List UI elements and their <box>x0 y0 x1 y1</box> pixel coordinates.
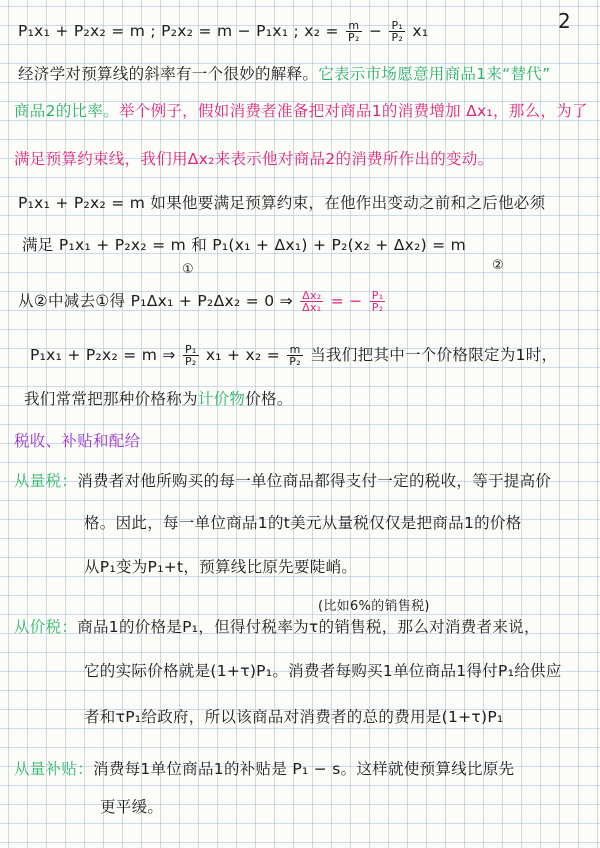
normalization-eq: P₁x₁ + P₂x₂ = m ⇒ <box>30 346 176 364</box>
numeraire-highlight: 计价物 <box>197 390 246 408</box>
ad-valorem-tax-line-2: 它的实际价格就是(1+τ)P₁。消费者每购买1单位商品1得付P₁给供应 <box>84 662 562 680</box>
slope-explanation-line <box>18 63 550 85</box>
quantity-tax-text-1: 消费者对他所购买的每一单位商品都得支付一定的税收，等于提高价 <box>77 472 552 490</box>
ratio-highlight: 商品2的比率。 <box>14 102 119 120</box>
quantity-tax-line-3: 从P₁变为P₁+t，预算线比原先要陡峭。 <box>84 558 358 576</box>
ad-valorem-tax-text-1: 商品1的价格是P₁，但得付税率为τ的销售税，那么对消费者来说， <box>77 618 540 636</box>
subtraction-result-line <box>18 290 387 313</box>
fraction-denominator: P₂ <box>289 355 301 368</box>
before-after-equations: 满足 P₁x₁ + P₂x₂ = m 和 P₁(x₁ + Δx₁) + P₂(x₂ + Δx₂) = m <box>22 236 467 254</box>
quantity-tax-line-1 <box>14 470 551 492</box>
quantity-tax-line-2: 格。因此，每一单位商品1的t美元从量税仅仅是把商品1的价格 <box>84 514 522 532</box>
fraction-numerator: m <box>287 344 303 356</box>
circled-one: ① <box>182 262 194 277</box>
fraction-numerator: P₁ <box>391 19 404 32</box>
equals-minus: = − <box>330 292 363 310</box>
fraction-numerator: m <box>346 20 362 32</box>
fraction-p1-over-p2 <box>389 20 405 43</box>
fraction-denominator: Δx₁ <box>302 301 322 314</box>
fraction-p1-over-p2-b <box>183 344 199 367</box>
numeraire-line <box>24 388 293 410</box>
section-heading-taxes: 税收、补贴和配给 <box>14 432 141 450</box>
equation-line-1 <box>18 20 428 43</box>
page-number: 2 <box>558 9 572 33</box>
fraction-m-over-p2-b <box>287 344 303 367</box>
fraction-p1-over-p2-result <box>370 290 386 313</box>
quantity-subsidy-text-1: 消费每1单位商品1的补贴是 P₁ − s。这样就使预算线比原先 <box>93 760 515 778</box>
circled-two: ② <box>492 258 504 273</box>
ad-valorem-tax-line-1 <box>14 616 540 638</box>
minus-sign: − <box>368 22 383 40</box>
fraction-dx2-over-dx1 <box>300 290 323 313</box>
normalization-mid: x₁ + x₂ = <box>205 346 281 364</box>
quantity-subsidy-label: 从量补贴： <box>14 760 94 778</box>
ad-valorem-tax-label: 从价税： <box>14 618 78 636</box>
example-line-1 <box>14 100 588 122</box>
quantity-subsidy-line-2: 更平缓。 <box>100 798 164 816</box>
equation-1-tail: x₁ <box>412 22 429 40</box>
budget-constraint-line: P₁x₁ + P₂x₂ = m 如果他要满足预算约束，在他作出变动之前和之后他必须 <box>18 194 546 212</box>
slope-meaning-highlight: 它表示市场愿意用商品1来“替代” <box>318 65 551 83</box>
slope-explanation-text: 经济学对预算线的斜率有一个很妙的解释。 <box>18 65 319 83</box>
fraction-denominator: P₂ <box>348 31 360 44</box>
fraction-denominator: P₂ <box>391 31 404 44</box>
fraction-numerator: Δx₂ <box>302 289 322 302</box>
fraction-denominator: P₂ <box>184 355 197 368</box>
sales-tax-note: (比如6%的销售税) <box>318 599 430 614</box>
numeraire-text-2: 价格。 <box>245 390 293 408</box>
fraction-m-over-p2 <box>346 20 362 43</box>
equation-1-text: P₁x₁ + P₂x₂ = m ; P₂x₂ = m − P₁x₁ ; x₂ = <box>18 22 339 40</box>
example-text-1: 举个例子，假如消费者准备把对商品1的消费增加 Δx₁，那么，为了 <box>118 102 588 120</box>
example-line-2: 满足预算约束线，我们用Δx₂来表示他对商品2的消费所作出的变动。 <box>14 150 494 168</box>
numeraire-text-1: 我们常常把那种价格称为 <box>24 390 198 408</box>
fraction-numerator: P₁ <box>371 289 384 302</box>
quantity-tax-label: 从量税： <box>14 472 78 490</box>
normalization-tail: 当我们把其中一个价格限定为1时， <box>310 346 558 364</box>
fraction-numerator: P₁ <box>184 343 197 356</box>
ad-valorem-tax-line-3: 者和τP₁给政府，所以该商品对消费者的总的费用是(1+τ)P₁ <box>84 708 504 726</box>
normalization-line <box>30 344 557 367</box>
quantity-subsidy-line-1 <box>14 758 514 780</box>
fraction-denominator: P₂ <box>371 301 384 314</box>
subtraction-text: 从②中减去①得 P₁Δx₁ + P₂Δx₂ = 0 ⇒ <box>18 292 293 310</box>
